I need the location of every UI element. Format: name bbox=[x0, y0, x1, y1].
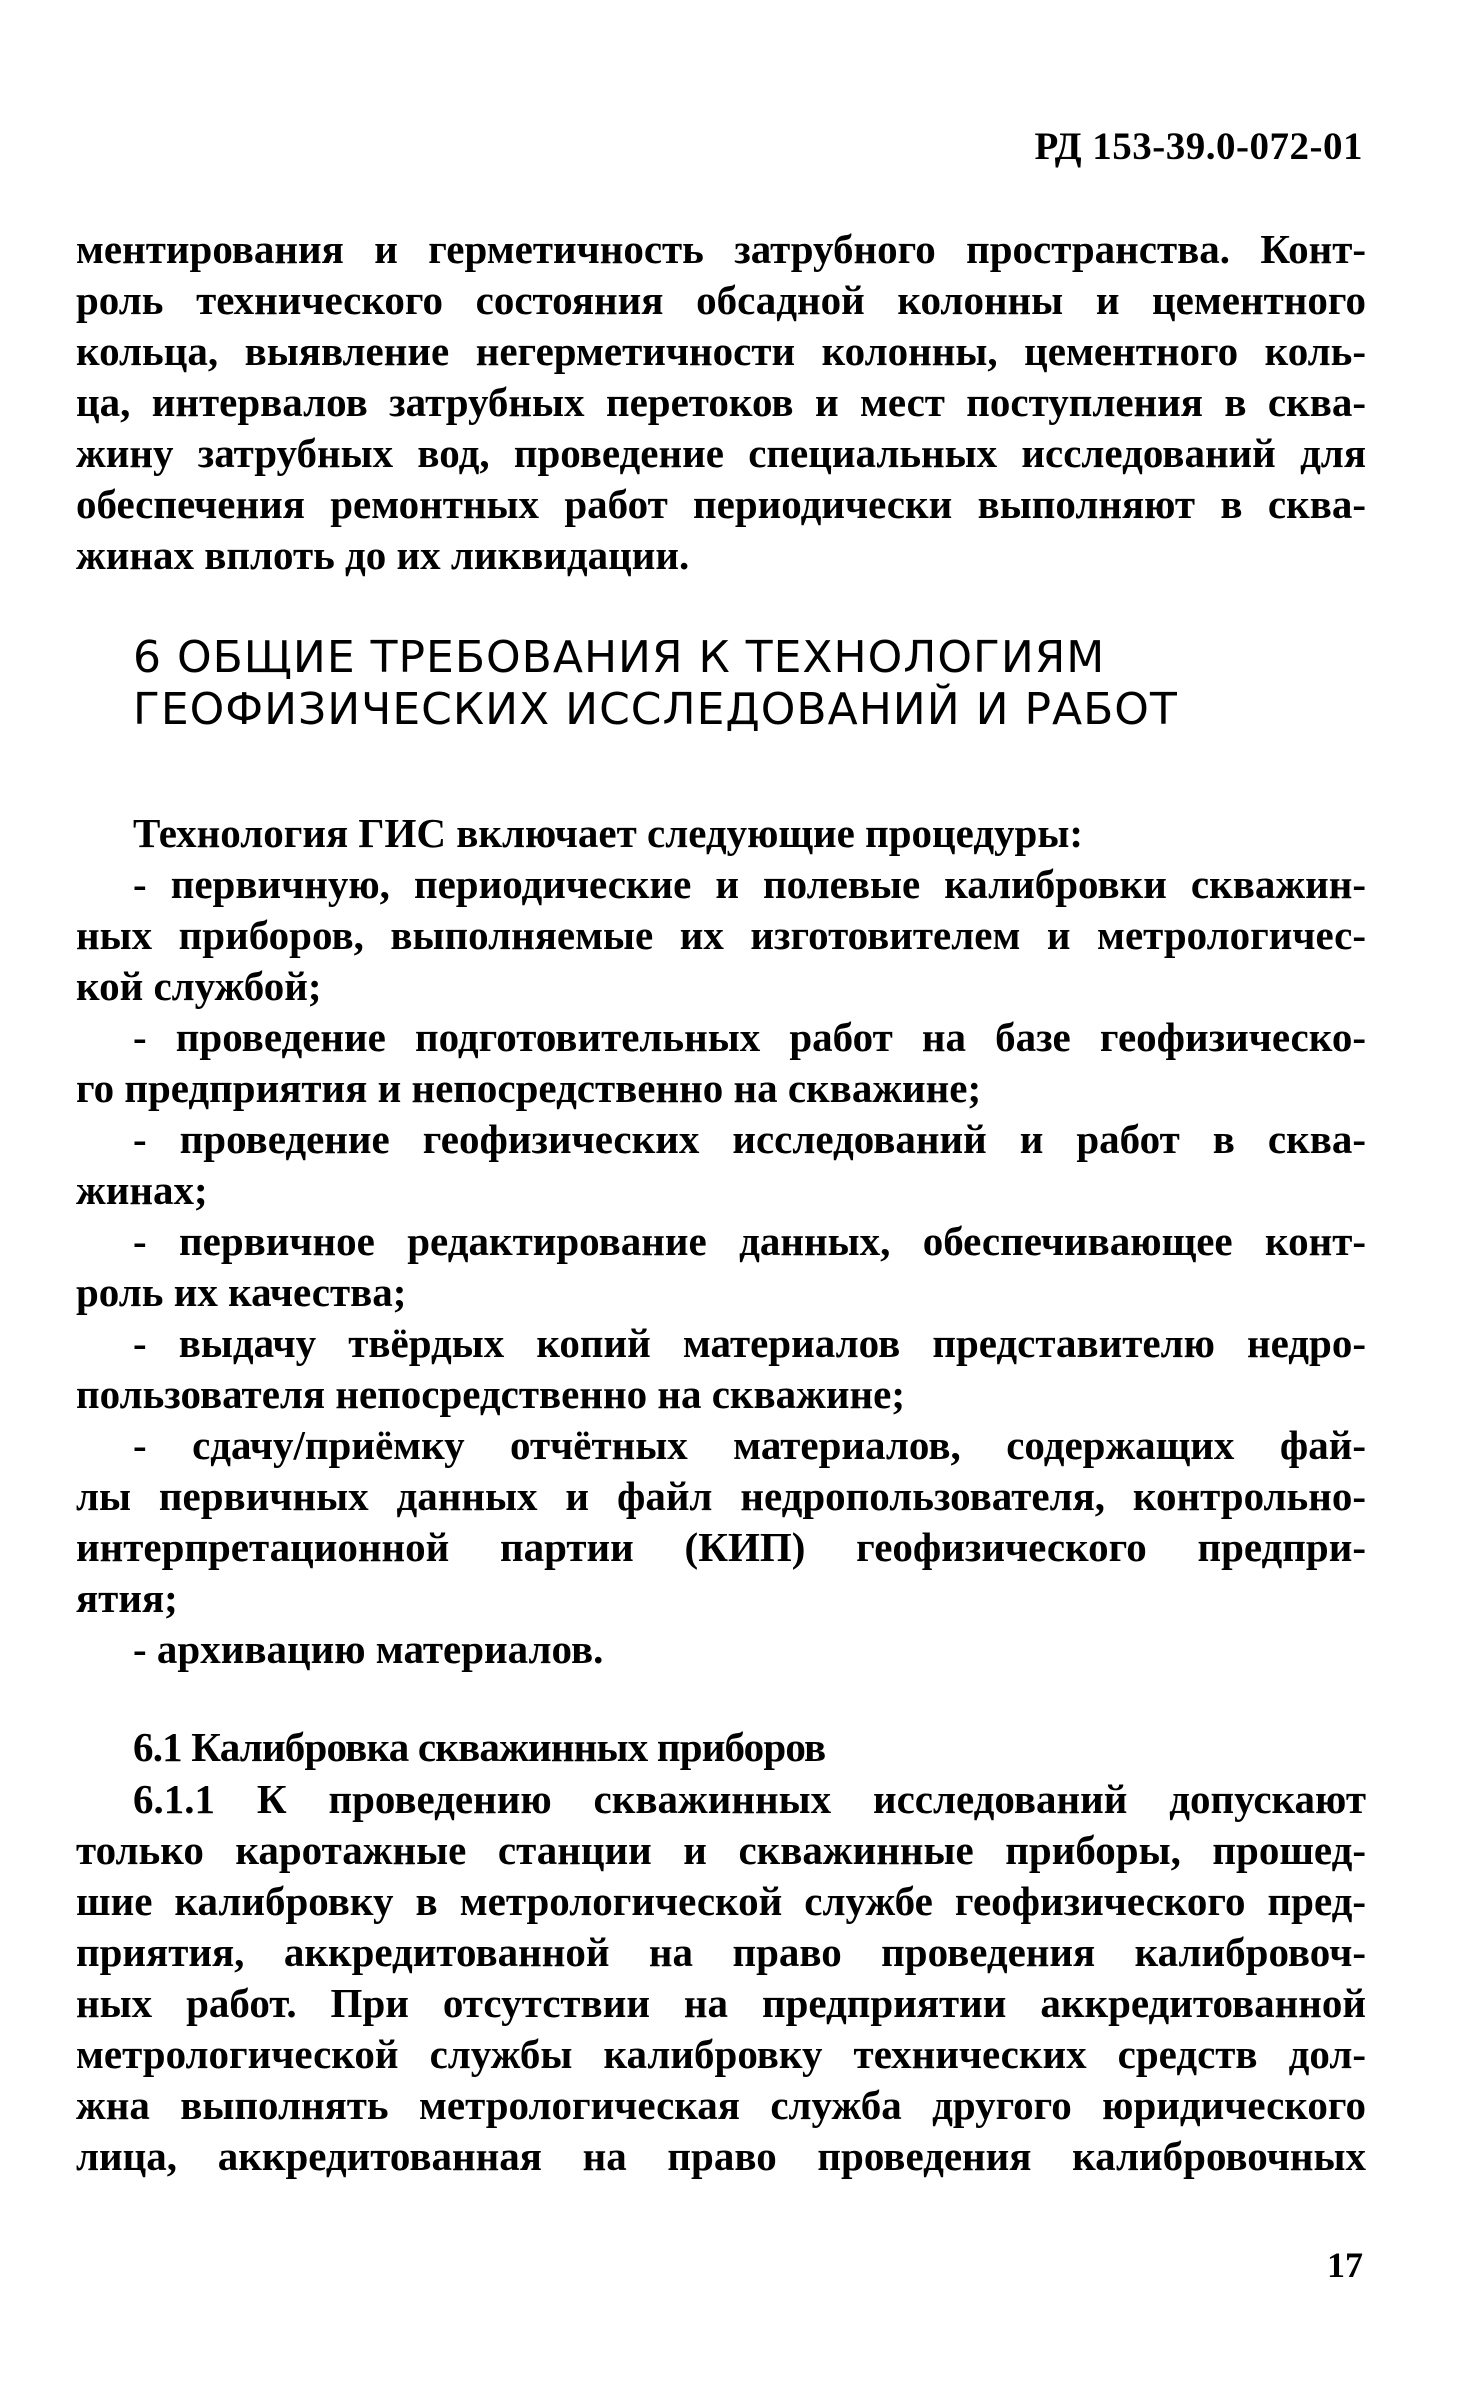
list-item bbox=[76, 1420, 1366, 1624]
text-line: лы первичных данных и файл недропользователя, контрольно- bbox=[76, 1473, 1366, 1519]
list-item bbox=[76, 1624, 1366, 1675]
text-line: кой службой; bbox=[76, 963, 322, 1009]
text-line: го предприятия и непосредственно на скважине; bbox=[76, 1065, 982, 1111]
text-line: роль технического состояния обсадной колонны и цементного bbox=[76, 277, 1366, 323]
text-line: - первичную, периодические и полевые калибровки скважин- bbox=[133, 861, 1366, 907]
section-6-heading-line-2: ГЕОФИЗИЧЕСКИХ ИССЛЕДОВАНИЙ И РАБОТ bbox=[133, 684, 1178, 735]
page-number: 17 bbox=[1327, 2245, 1363, 2285]
text-line: - проведение геофизических исследований и работ в сква- bbox=[133, 1116, 1366, 1162]
text-line: - выдачу твёрдых копий материалов представителю недро- bbox=[133, 1320, 1366, 1366]
section-6-heading bbox=[133, 632, 1178, 736]
text-line: - сдачу/приёмку отчётных материалов, содержащих фай- bbox=[133, 1422, 1366, 1468]
text-line: интерпретационной партии (КИП) геофизического предпри- bbox=[76, 1524, 1366, 1570]
paragraph-continuation bbox=[76, 224, 1366, 581]
text-line: ных работ. При отсутствии на предприятии аккредитованной bbox=[76, 1980, 1366, 2026]
text-line: пользователя непосредственно на скважине; bbox=[76, 1371, 906, 1417]
text-line: шие калибровку в метрологической службе геофизического пред- bbox=[76, 1878, 1366, 1924]
document-code-header: РД 153-39.0-072-01 bbox=[1034, 125, 1363, 168]
list-item bbox=[76, 1114, 1366, 1216]
list-item bbox=[76, 1216, 1366, 1318]
list-item bbox=[76, 859, 1366, 1012]
text-line: - первичное редактирование данных, обеспечивающее конт- bbox=[133, 1218, 1366, 1264]
text-line: ятия; bbox=[76, 1575, 178, 1621]
procedures-list bbox=[76, 859, 1366, 1675]
list-item bbox=[76, 1318, 1366, 1420]
list-item bbox=[76, 1012, 1366, 1114]
section-6-heading-line-1: 6 ОБЩИЕ ТРЕБОВАНИЯ К ТЕХНОЛОГИЯМ bbox=[133, 632, 1106, 683]
text-line: роль их качества; bbox=[76, 1269, 407, 1315]
text-line: 6.1.1 К проведению скважинных исследований допускают bbox=[133, 1776, 1366, 1822]
text-line: метрологической службы калибровку технических средств дол- bbox=[76, 2031, 1366, 2077]
text-line: приятия, аккредитованной на право проведения калибровоч- bbox=[76, 1929, 1366, 1975]
text-line: обеспечения ремонтных работ периодически выполняют в сква- bbox=[76, 481, 1366, 527]
text-line: - проведение подготовительных работ на базе геофизическо- bbox=[133, 1014, 1366, 1060]
text-line: жинах; bbox=[76, 1167, 208, 1213]
section-6-1-title: 6.1 Калибровка скважинных приборов bbox=[133, 1724, 826, 1770]
text-line: жна выполнять метрологическая служба другого юридического bbox=[76, 2082, 1366, 2128]
section-6-1-paragraph bbox=[76, 1774, 1366, 2182]
text-line: - архивацию материалов. bbox=[133, 1626, 604, 1672]
text-line: кольца, выявление негерметичности колонны, цементного коль- bbox=[76, 328, 1366, 374]
text-line: ментирования и герметичность затрубного пространства. Конт- bbox=[76, 226, 1366, 272]
text-line: жинах вплоть до их ликвидации. bbox=[76, 532, 690, 578]
text-line: только каротажные станции и скважинные приборы, прошед- bbox=[76, 1827, 1366, 1873]
text-line: ца, интервалов затрубных перетоков и мест поступления в сква- bbox=[76, 379, 1366, 425]
section-6-intro: Технология ГИС включает следующие процедуры: bbox=[133, 810, 1084, 856]
text-line: жину затрубных вод, проведение специальных исследований для bbox=[76, 430, 1366, 476]
text-line: ных приборов, выполняемые их изготовителем и метрологичес- bbox=[76, 912, 1366, 958]
text-line: лица, аккредитованная на право проведения калибровочных bbox=[76, 2133, 1366, 2179]
